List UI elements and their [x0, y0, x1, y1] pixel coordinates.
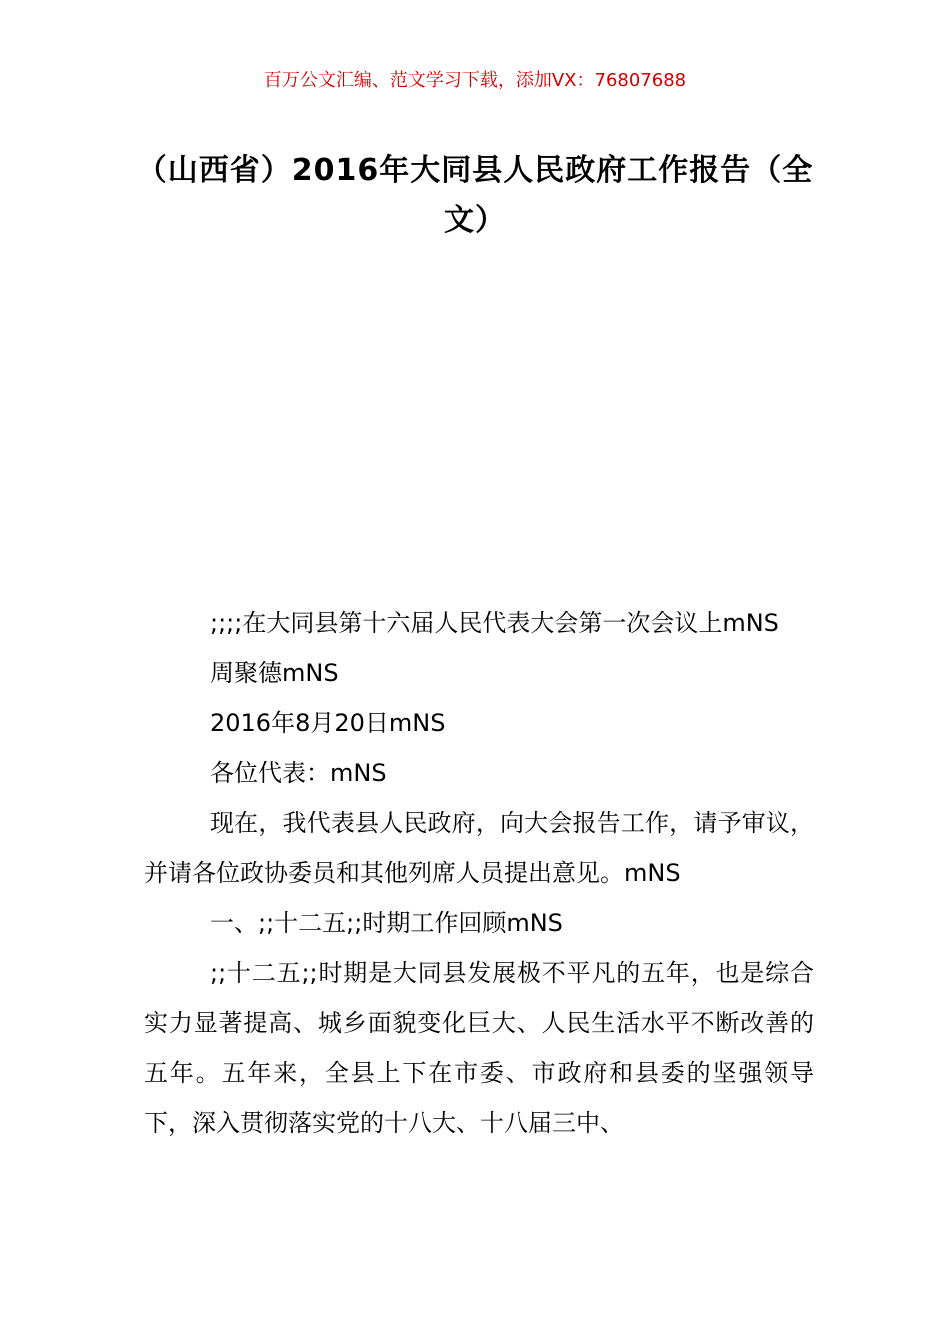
- paragraph-meeting: ;;;;在大同县第十六届人民代表大会第一次会议上mNS: [210, 609, 779, 637]
- paragraph-speaker: 周聚德mNS: [210, 659, 339, 687]
- paragraph-intro: 现在，我代表县人民政府，向大会报告工作，请予审议，并请各位政协委员和其他列席人员提出意见。mNS: [144, 809, 814, 887]
- header-note: 百万公文汇编、范文学习下载，添加VX：76807688: [263, 70, 687, 91]
- document-title: （山西省）2016年大同县人民政府工作报告（全文）: [136, 153, 814, 238]
- paragraph-review: ;;十二五;;时期是大同县发展极不平凡的五年，也是综合实力显著提高、城乡面貌变化巨大、人民生活水平不断改善的五年。五年来，全县上下在市委、市政府和县委的坚强领导下，深入贯彻落实党的十八大、十八届三中、: [144, 959, 814, 1137]
- section-heading-review: 一、;;十二五;;时期工作回顾mNS: [210, 909, 563, 937]
- paragraph-salutation: 各位代表：mNS: [210, 759, 387, 787]
- paragraph-date: 2016年8月20日mNS: [210, 709, 446, 737]
- document-body: [144, 598, 814, 1148]
